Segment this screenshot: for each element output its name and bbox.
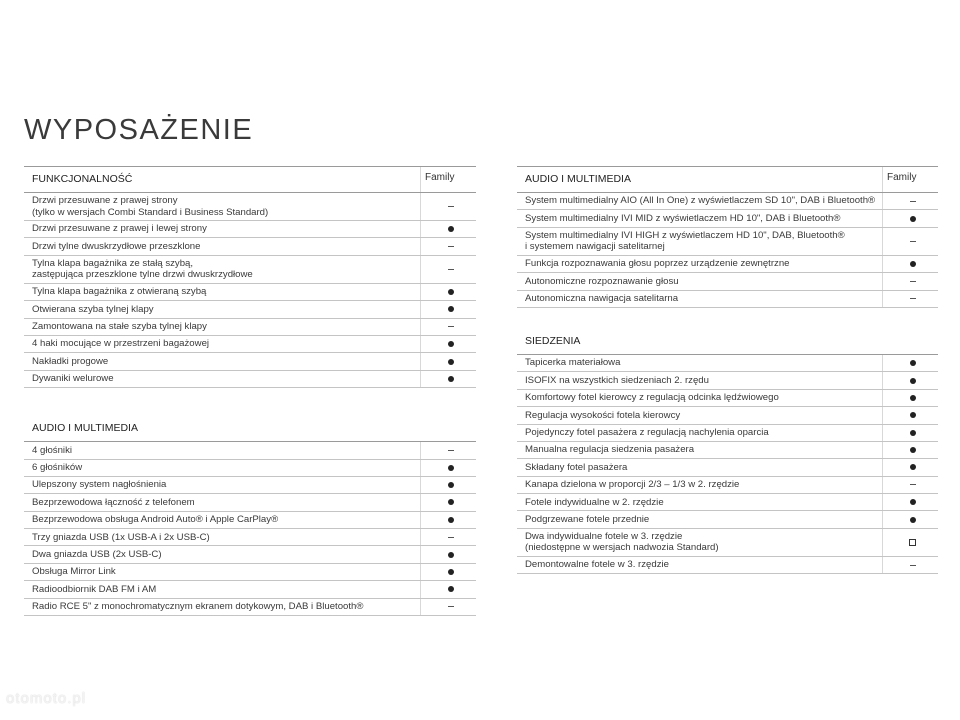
availability-cell	[882, 511, 938, 527]
feature-label: Bezprzewodowa łączność z telefonem	[32, 496, 195, 508]
table-row	[24, 529, 476, 546]
standard-dot-icon	[448, 341, 454, 347]
standard-dot-icon	[910, 261, 916, 267]
standard-dot-icon	[448, 499, 454, 505]
table-row	[24, 599, 476, 616]
availability-cell	[420, 581, 476, 597]
table-row	[517, 210, 938, 227]
availability-cell	[882, 442, 938, 458]
feature-label: Funkcja rozpoznawania głosu poprzez urządzenie zewnętrzne	[525, 258, 790, 270]
feature-label: Obsługa Mirror Link	[32, 566, 116, 578]
column-header-family: Family	[882, 167, 938, 192]
table-row	[517, 477, 938, 494]
availability-cell	[420, 546, 476, 562]
table-row	[517, 407, 938, 424]
feature-label: Trzy gniazda USB (1x USB-A i 2x USB-C)	[32, 531, 210, 543]
table-row	[24, 353, 476, 370]
feature-label: Regulacja wysokości fotela kierowcy	[525, 409, 681, 421]
feature-label: Nakładki progowe	[32, 355, 109, 367]
feature-label: Dwa indywidualne fotele w 3. rzędzie (niedostępne w wersjach nadwozia Standard)	[525, 530, 719, 554]
table-row	[24, 336, 476, 353]
table-row	[24, 284, 476, 301]
feature-label: Tapicerka materiałowa	[525, 357, 621, 369]
section-header	[517, 166, 938, 193]
availability-cell	[420, 564, 476, 580]
feature-label: 4 haki mocujące w przestrzeni bagażowej	[32, 338, 210, 350]
feature-label: Tylna klapa bagażnika ze stałą szybą, zastępująca przeszklone tylne drzwi dwuskrzydłowe	[32, 257, 253, 281]
standard-dot-icon	[448, 376, 454, 382]
feature-label: Radio RCE 5" z monochromatycznym ekranem dotykowym, DAB i Bluetooth®	[32, 601, 364, 613]
table-row	[517, 390, 938, 407]
table-row	[24, 319, 476, 336]
table-row	[24, 581, 476, 598]
table-row	[517, 291, 938, 308]
standard-dot-icon	[910, 395, 916, 401]
table-row	[517, 511, 938, 528]
table-row	[24, 371, 476, 388]
standard-dot-icon	[448, 586, 454, 592]
feature-label: 6 głośników	[32, 461, 83, 473]
feature-label: Drzwi przesuwane z prawej i lewej strony	[32, 223, 207, 235]
availability-cell	[420, 353, 476, 369]
not-available-dash-icon	[910, 241, 916, 242]
availability-cell	[882, 425, 938, 441]
feature-label: System multimedialny IVI MID z wyświetlaczem HD 10", DAB i Bluetooth®	[525, 212, 841, 224]
availability-cell	[882, 273, 938, 289]
not-available-dash-icon	[448, 537, 454, 538]
availability-cell	[420, 221, 476, 237]
table-row	[24, 256, 476, 284]
feature-label: Manualna regulacja siedzenia pasażera	[525, 444, 695, 456]
availability-cell	[420, 284, 476, 300]
feature-label: Autonomiczne rozpoznawanie głosu	[525, 275, 679, 287]
standard-dot-icon	[910, 412, 916, 418]
availability-cell	[420, 193, 476, 220]
not-available-dash-icon	[910, 484, 916, 485]
availability-cell	[882, 193, 938, 209]
feature-label: 4 głośniki	[32, 444, 72, 456]
section-title: AUDIO I MULTIMEDIA	[32, 422, 138, 435]
feature-label: System multimedialny IVI HIGH z wyświetlaczem HD 10", DAB, Bluetooth® i systemem nawigacji satelitarnej	[525, 229, 845, 253]
not-available-dash-icon	[448, 269, 454, 270]
feature-label: Drzwi tylne dwuskrzydłowe przeszklone	[32, 240, 201, 252]
standard-dot-icon	[448, 552, 454, 558]
availability-cell	[420, 238, 476, 254]
feature-label: Podgrzewane fotele przednie	[525, 513, 650, 525]
availability-cell	[882, 256, 938, 272]
section-audio-i-multimedia	[517, 166, 938, 308]
standard-dot-icon	[910, 430, 916, 436]
table-row	[24, 546, 476, 563]
feature-label: Autonomiczna nawigacja satelitarna	[525, 293, 679, 304]
standard-dot-icon	[910, 499, 916, 505]
feature-label: Zamontowana na stałe szyba tylnej klapy	[32, 321, 207, 332]
table-row	[517, 228, 938, 256]
standard-dot-icon	[910, 378, 916, 384]
section-header	[517, 328, 938, 355]
availability-cell	[882, 407, 938, 423]
standard-dot-icon	[910, 464, 916, 470]
availability-cell	[882, 494, 938, 510]
section-audio-i-multimedia	[24, 415, 476, 616]
standard-dot-icon	[448, 569, 454, 575]
availability-cell	[882, 372, 938, 388]
not-available-dash-icon	[910, 565, 916, 566]
feature-label: Otwierana szyba tylnej klapy	[32, 303, 154, 315]
section-header	[24, 415, 476, 442]
section-title: AUDIO I MULTIMEDIA	[525, 173, 631, 185]
feature-label: Fotele indywidualne w 2. rzędzie	[525, 496, 664, 508]
feature-label: Kanapa dzielona w proporcji 2/3 – 1/3 w 2. rzędzie	[525, 479, 740, 491]
section-funkcjonalność	[24, 166, 476, 388]
standard-dot-icon	[448, 226, 454, 232]
table-row	[24, 221, 476, 238]
standard-dot-icon	[910, 517, 916, 523]
standard-dot-icon	[910, 447, 916, 453]
standard-dot-icon	[910, 216, 916, 222]
table-row	[24, 494, 476, 511]
option-square-icon	[909, 539, 916, 546]
feature-label: Składany fotel pasażera	[525, 461, 628, 473]
standard-dot-icon	[448, 289, 454, 295]
table-row	[517, 442, 938, 459]
table-row	[24, 477, 476, 494]
feature-label: Radioodbiornik DAB FM i AM	[32, 583, 157, 595]
table-row	[517, 529, 938, 557]
feature-label: Demontowalne fotele w 3. rzędzie	[525, 559, 669, 571]
table-row	[517, 355, 938, 372]
not-available-dash-icon	[448, 606, 454, 607]
availability-cell	[420, 371, 476, 387]
feature-label: Komfortowy fotel kierowcy z regulacją odcinka lędźwiowego	[525, 392, 779, 404]
not-available-dash-icon	[910, 201, 916, 202]
table-row	[517, 459, 938, 476]
availability-cell	[882, 477, 938, 493]
availability-cell	[420, 512, 476, 528]
not-available-dash-icon	[910, 298, 916, 299]
not-available-dash-icon	[448, 326, 454, 327]
right-column	[517, 166, 938, 574]
column-header-family	[420, 415, 476, 441]
availability-cell	[882, 291, 938, 307]
page-title: WYPOSAŻENIE	[24, 114, 254, 146]
availability-cell	[882, 459, 938, 475]
not-available-dash-icon	[448, 206, 454, 207]
table-row	[24, 238, 476, 255]
left-column	[24, 166, 476, 616]
column-header-family: Family	[420, 167, 476, 192]
feature-label: Ulepszony system nagłośnienia	[32, 479, 167, 491]
feature-label: Drzwi przesuwane z prawej strony (tylko w wersjach Combi Standard i Business Standard)	[32, 195, 269, 218]
table-row	[24, 301, 476, 318]
standard-dot-icon	[448, 306, 454, 312]
section-title: FUNKCJONALNOŚĆ	[32, 173, 133, 185]
standard-dot-icon	[448, 465, 454, 471]
feature-label: Tylna klapa bagażnika z otwieraną szybą	[32, 286, 207, 298]
availability-cell	[882, 210, 938, 226]
standard-dot-icon	[448, 517, 454, 523]
feature-label: ISOFIX na wszystkich siedzeniach 2. rzędu	[525, 374, 709, 386]
standard-dot-icon	[910, 360, 916, 366]
not-available-dash-icon	[448, 450, 454, 451]
availability-cell	[420, 477, 476, 493]
table-row	[517, 425, 938, 442]
table-row	[517, 273, 938, 290]
availability-cell	[420, 494, 476, 510]
availability-cell	[420, 442, 476, 458]
watermark: otomoto.pl	[6, 690, 87, 707]
column-header-family	[882, 328, 938, 354]
feature-label: Pojedynczy fotel pasażera z regulacją nachylenia oparcia	[525, 426, 769, 438]
availability-cell	[420, 319, 476, 335]
feature-label: System multimedialny AIO (All In One) z wyświetlaczem SD 10", DAB i Bluetooth®	[525, 195, 876, 207]
availability-cell	[420, 599, 476, 615]
feature-label: Dywaniki welurowe	[32, 373, 114, 385]
availability-cell	[420, 460, 476, 476]
availability-cell	[882, 390, 938, 406]
feature-label: Bezprzewodowa obsługa Android Auto® i Apple CarPlay®	[32, 514, 279, 526]
availability-cell	[882, 557, 938, 573]
table-row	[24, 512, 476, 529]
standard-dot-icon	[448, 359, 454, 365]
not-available-dash-icon	[448, 246, 454, 247]
table-row	[24, 460, 476, 477]
table-row	[24, 564, 476, 581]
table-row	[517, 557, 938, 574]
table-row	[517, 256, 938, 273]
not-available-dash-icon	[910, 281, 916, 282]
table-row	[24, 193, 476, 221]
availability-cell	[420, 256, 476, 283]
availability-cell	[420, 529, 476, 545]
feature-label: Dwa gniazda USB (2x USB-C)	[32, 548, 162, 560]
table-row	[24, 442, 476, 459]
section-siedzenia	[517, 328, 938, 574]
table-row	[517, 372, 938, 389]
availability-cell	[420, 301, 476, 317]
section-header	[24, 166, 476, 193]
standard-dot-icon	[448, 482, 454, 488]
availability-cell	[882, 355, 938, 371]
availability-cell	[882, 228, 938, 255]
availability-cell	[420, 336, 476, 352]
table-row	[517, 193, 938, 210]
availability-cell	[882, 529, 938, 556]
table-row	[517, 494, 938, 511]
section-title: SIEDZENIA	[525, 334, 581, 347]
